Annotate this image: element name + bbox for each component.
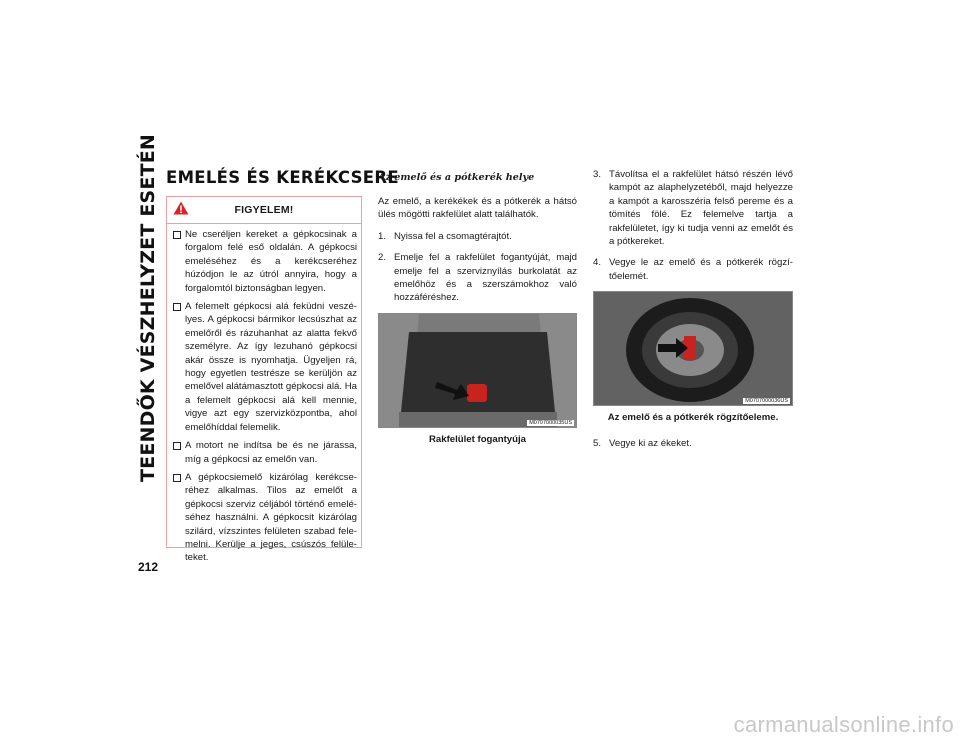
step-text: Távolítsa el a rakfelület hátsó részén lévő kampót az alaphelyzetéből, majd helyezze a kampót a karosszéria felső pereme és a tömítés fölé. Ez felemelve tartja a rakfelületet, így ki tudja venni az emelőt és a pótkereket. — [609, 169, 793, 248]
step-number: 1. — [378, 230, 387, 242]
cargo-area-illustration — [379, 314, 576, 427]
side-chapter-tab — [136, 133, 160, 483]
spare-tire-illustration — [594, 292, 792, 405]
cargo-floor-handle-figure — [378, 313, 577, 428]
step-number: 4. — [593, 257, 602, 269]
spare-tire-jack-figure — [593, 291, 793, 406]
warning-list — [167, 224, 361, 565]
step-text: Emelje fel a rakfelület fogantyúját, majd emelje fel a szerviznyílás burkolatát az emelőhöz és a szerszámokhoz való hozzáféréshez. — [394, 252, 577, 304]
step-text: Nyissa fel a csomagtérajtót. — [394, 230, 512, 242]
warning-title: FIGYELEM! — [234, 204, 294, 216]
square-bullet-icon — [173, 442, 181, 450]
figure-caption: Az emelő és a pótkerék rögzítőeleme. — [607, 412, 779, 424]
warning-header — [167, 197, 361, 224]
step-text: Vegye ki az ékeket. — [609, 438, 692, 450]
step-text: Vegye le az emelő és a pótkerék rögzí-tőelemét. — [609, 257, 793, 282]
figure-caption: Rakfelület fogantyúja — [428, 433, 527, 445]
intro-paragraph: Az emelő, a kerékékek és a pótkerék a hátsó ülés mögötti rakfelület alatt találhatók. — [378, 196, 577, 221]
warning-item — [171, 228, 357, 295]
warning-text: A gépkocsiemelő kizárólag kerékcse-réhez alkalmas. Tilos az emelőt a gépkocsi szerviz céljából történő emelé-séhez használni. A gépkocsit kizárólag szilárd, vízszintes felületen szabad fele-melni. Kerülje a jeges, csúszós felüle-teket. — [185, 471, 357, 564]
step-number: 3. — [593, 169, 602, 180]
step-number: 5. — [593, 438, 602, 450]
watermark: carmanualsonline.info — [733, 712, 954, 737]
warning-box — [166, 196, 362, 564]
figure-code: M0707000035US — [529, 419, 572, 426]
warning-triangle-icon — [173, 201, 189, 215]
step-item — [378, 251, 577, 305]
column-right — [593, 168, 793, 459]
step-number: 2. — [378, 252, 387, 264]
warning-text: Ne cseréljen kereket a gépkocsinak a forgalom felé eső oldalán. A gépkocsi emeléséhez és a kerékcseréhez húzódjon le az útról annyira, hogy a forgalomtól biztonságban legyen. — [185, 229, 357, 294]
step-item — [593, 168, 793, 248]
warning-item — [171, 439, 357, 466]
step-item — [593, 256, 793, 283]
warning-item — [171, 300, 357, 434]
chapter-title: TEENDŐK VÉSZHELYZET ESETÉN — [137, 133, 159, 483]
section-title: EMELÉS ÉS KERÉKCSERE — [166, 168, 399, 187]
square-bullet-icon — [173, 474, 181, 482]
step-item — [378, 230, 577, 243]
warning-text: A felemelt gépkocsi alá feküdni veszé-lyes. A gépkocsi bármikor lecsúszhat az emelőről és rázuhanhat az alatta fekvő személyre. Az így lezuhanó gépkocsi akár össze is nyomhatja. Ügyeljen rá, hogy egyetlen testrésze se kerüljön az emelővel alátámasztott gépkocsi alá. Ha a felemelt gépkocsi alá kell mennie, vigye azt egy szervizközpontba, ahol emelőhíddal felemelik. — [185, 301, 357, 433]
column-middle — [378, 168, 577, 459]
square-bullet-icon — [173, 303, 181, 311]
warning-item — [171, 471, 357, 565]
warning-text: A motort ne indítsa be és ne járassa, míg a gépkocsi az emelőn van. — [185, 440, 357, 465]
square-bullet-icon — [173, 231, 181, 239]
subsection-heading: Az emelő és a pótkerék helye — [378, 172, 535, 183]
step-item — [593, 437, 793, 450]
figure-code: M0707000036US — [745, 398, 788, 405]
page-number: 212 — [138, 560, 159, 574]
